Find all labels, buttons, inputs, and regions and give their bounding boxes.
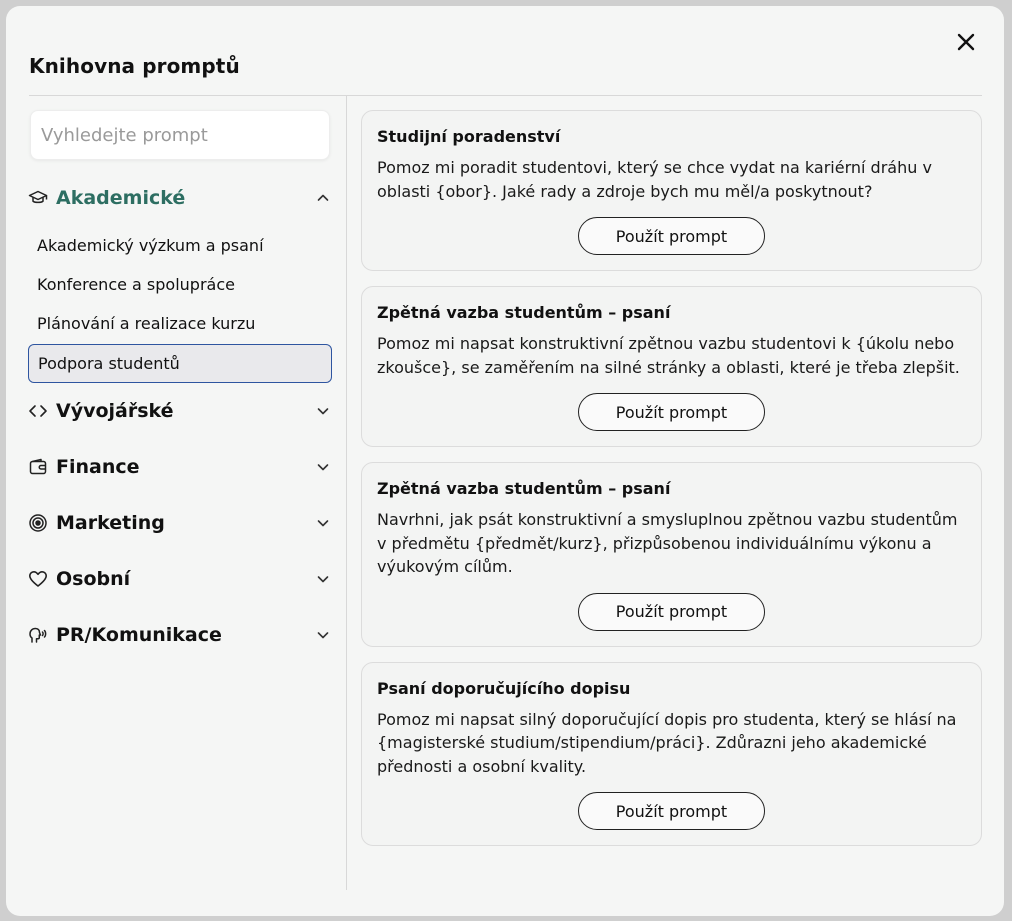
prompt-title: Zpětná vazba studentům – psaní [377,303,671,322]
category-osobni[interactable] [28,551,332,607]
prompt-card [361,662,982,847]
search-input[interactable] [30,110,330,160]
subcategory-item[interactable]: Plánování a realizace kurzu [37,314,256,333]
category-pr-komunikace[interactable] [28,607,332,663]
prompt-library-modal [6,6,1004,916]
header-divider [29,95,982,96]
subcategory-item-selected[interactable]: Podpora studentů [28,344,332,383]
speaking-head-icon [28,625,48,645]
subcategory-item[interactable]: Konference a spolupráce [37,275,235,294]
modal-title: Knihovna promptů [29,54,240,78]
category-label: Marketing [56,512,165,534]
category-marketing[interactable] [28,495,332,551]
prompt-title: Psaní doporučujícího dopisu [377,678,631,698]
chevron-down-icon [314,570,332,588]
subcategory-item[interactable]: Akademický výzkum a psaní [37,236,264,255]
prompt-text: Pomoz mi napsat silný doporučující dopis pro studenta, který se hlásí na {magisterské studium/stipendium/práci}. Zdůrazni jeho akademické přednosti a osobní kvality. [377,709,957,776]
prompt-text: Pomoz mi poradit studentovi, který se chce vydat na kariérní dráhu v oblasti {obor}. Jaké rady a zdroje bych mu měl/a poskytnout? [377,158,932,201]
use-prompt-button[interactable]: Použít prompt [578,217,765,255]
category-sidebar [28,110,332,663]
prompt-card [361,110,982,271]
use-prompt-button[interactable]: Použít prompt [578,593,765,631]
prompt-title: Zpětná vazba studentům – psaní [377,479,671,498]
prompt-text: Pomoz mi napsat konstruktivní zpětnou vazbu studentovi k {úkolu nebo zkoušce}, se zaměřením na silné stránky a oblasti, které je třeba zlepšit. [377,334,960,377]
target-icon [28,513,48,533]
prompt-title: Studijní poradenství [377,127,561,146]
category-finance[interactable] [28,439,332,495]
category-label: Osobní [56,568,131,590]
chevron-down-icon [314,458,332,476]
category-label: PR/Komunikace [56,624,222,646]
code-icon [28,401,48,421]
prompt-card [361,286,982,447]
close-button[interactable] [952,30,980,58]
chevron-down-icon [314,626,332,644]
category-akademicke[interactable] [28,170,332,226]
prompt-text: Navrhni, jak psát konstruktivní a smysluplnou zpětnou vazbu studentům v předmětu {předmět/kurz}, přizpůsobenou individuálnímu výkonu a výukovým cílům. [377,510,958,576]
heart-icon [28,569,48,589]
chevron-down-icon [314,514,332,532]
category-label: Vývojářské [56,400,174,422]
close-icon [957,33,975,55]
chevron-up-icon [314,189,332,207]
use-prompt-button[interactable]: Použít prompt [578,792,765,830]
category-label: Finance [56,456,140,478]
column-divider [346,96,347,890]
graduation-cap-icon [28,188,48,208]
category-vyvojarske[interactable] [28,383,332,439]
prompt-card [361,462,982,647]
chevron-down-icon [314,402,332,420]
prompt-list [361,110,982,861]
wallet-icon [28,457,48,477]
use-prompt-button[interactable]: Použít prompt [578,393,765,431]
category-label: Akademické [56,187,186,209]
